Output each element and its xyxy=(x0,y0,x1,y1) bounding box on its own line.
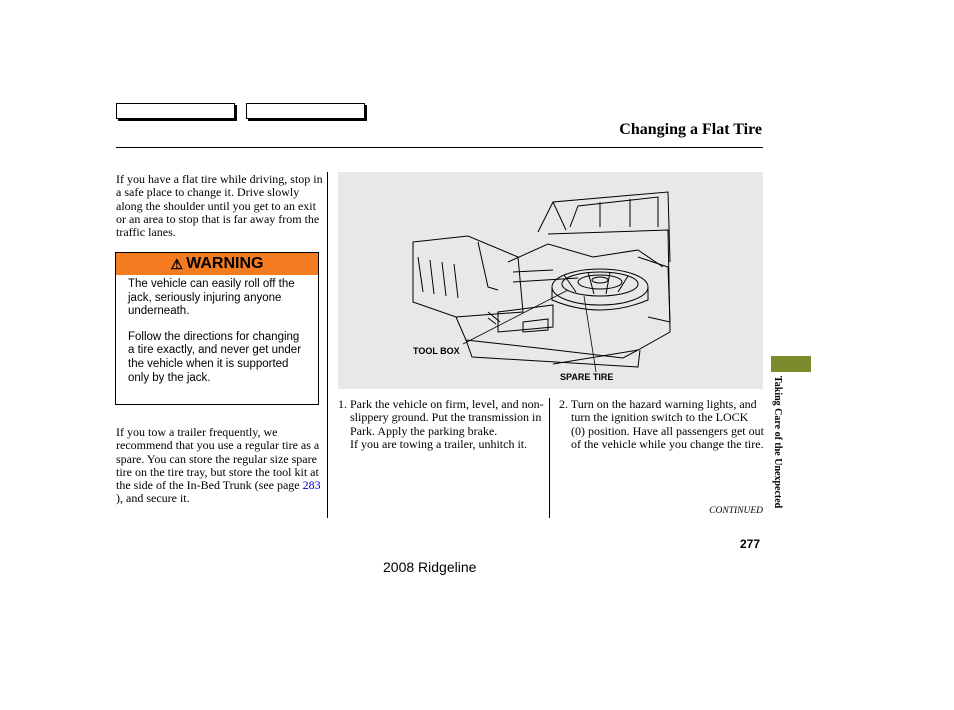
page-number: 277 xyxy=(740,537,761,551)
warning-body xyxy=(116,275,318,385)
truck-drawing-icon xyxy=(338,172,763,389)
column-divider-middle xyxy=(549,398,550,518)
warning-box xyxy=(115,252,319,405)
truck-bed-illustration xyxy=(338,172,763,389)
section-tab-label: Taking Care of the Unexpected xyxy=(772,376,783,509)
intro-paragraph: If you have a flat tire while driving, stop in a safe place to change it. Drive slowly along the shoulder until you get to an exit or an area to stop that is far away from the traffic lanes. xyxy=(116,172,323,240)
column-divider-left xyxy=(327,172,328,518)
tool-box-label: TOOL BOX xyxy=(413,346,460,356)
section-tab[interactable] xyxy=(771,356,811,372)
continued-label: CONTINUED xyxy=(709,506,763,516)
warning-paragraph-1: The vehicle can easily roll off the jack, seriously injuring anyone underneath. xyxy=(128,278,295,318)
title-divider xyxy=(116,147,763,148)
step-1-extra: If you are towing a trailer, unhitch it. xyxy=(350,436,528,451)
step-2-text: 2. Turn on the hazard warning lights, and turn the ignition switch to the LOCK (0) position. Have all passengers get out of the vehicle while you change the tire. xyxy=(559,397,764,451)
step-1-main: 1. Park the vehicle on firm, level, and non-slippery ground. Put the transmission in Park. Apply the parking brake. xyxy=(338,397,544,438)
model-label: 2008 Ridgeline xyxy=(383,559,477,575)
page-link-283[interactable]: 283 xyxy=(302,478,321,493)
step-1 xyxy=(338,398,544,451)
warning-label: WARNING xyxy=(186,255,264,272)
step-2 xyxy=(559,398,765,451)
nav-button-main-menu[interactable] xyxy=(116,103,235,119)
trailer-text-before: If you tow a trailer frequently, we recommend that you use a regular tire as a spare. You can store the regular size spare tire on the tire tray, but store the tool kit at the side of the In-Bed Trunk (see page xyxy=(116,425,320,493)
page-title: Changing a Flat Tire xyxy=(619,121,762,138)
trailer-paragraph xyxy=(116,426,326,506)
trailer-text-after: ), and secure it. xyxy=(116,491,190,506)
warning-paragraph-2: Follow the directions for changing a tire exactly, and never get under the vehicle when it is supported only by the jack. xyxy=(128,330,302,384)
warning-header xyxy=(116,253,318,275)
warning-triangle-icon: ⚠ xyxy=(170,255,184,272)
spare-tire-label: SPARE TIRE xyxy=(560,372,614,382)
nav-button-table-of-contents[interactable] xyxy=(246,103,365,119)
